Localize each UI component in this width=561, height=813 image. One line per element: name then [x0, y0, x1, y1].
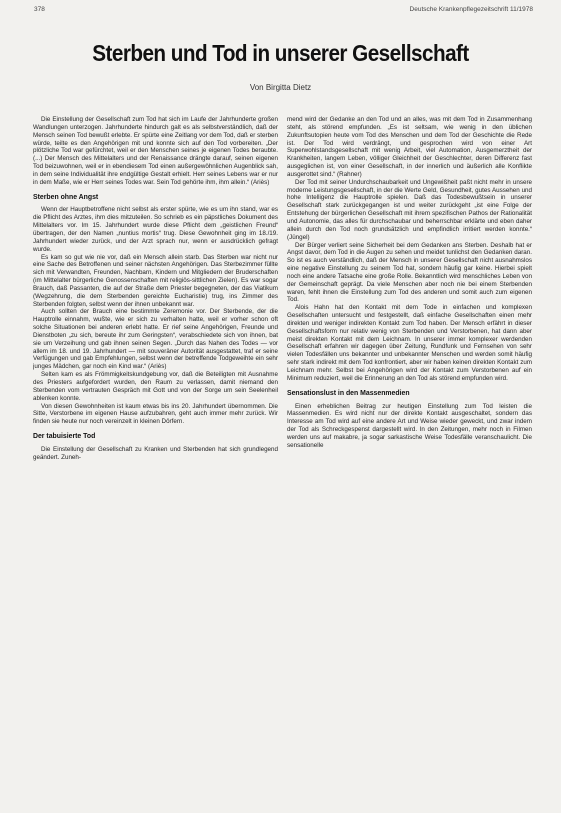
paragraph: Von diesen Gewohnheiten ist kaum etwas bis ins 20. Jahrhundert übernommen. Die Sitte, Verstorbene im eigenen Hause aufzubahren, geht auch immer mehr zurück. Wir finden sie heute nur noch vereinzelt in kleinen Dörfern. [33, 402, 278, 426]
article-title: Sterben und Tod in unserer Gesellschaft [92, 40, 469, 66]
paragraph: Alois Hahn hat den Kontakt mit dem Tode in einfachen und komplexen Gesellschaften untersucht und festgestellt, daß einfache Gesellschaften einen mehr direkten und weniger indirekten Kontakt zum Tod haben. Der Mensch erfährt in dieser Gesellschaftsform nur relativ wenig von Sterbenden und Verstorbenen, hat dann aber meist direkten Kontakt mit dem Leichnam. In unserer immer komplexer werdenden Gesellschaft erfahren wir dagegen über Zeitung, Rundfunk und Fernsehen von sehr vielen Todesfällen uns bekannter und unbekannter Menschen und werden somit häufig sehr stark indirekt mit dem Tod konfrontiert, aber wir haben keinen direkten Kontakt zum Leichnam mehr. Selbst bei Angehörigen wird der Kontakt zum Verstorbenen auf ein Minimum reduziert, weil die Erinnerung an den Tod als störend empfunden wird. [287, 304, 532, 382]
page-number: 378 [34, 6, 45, 13]
paragraph: mend wird der Gedanke an den Tod und an alles, was mit dem Tod in Zusammenhang steht, als störend empfunden. „Es ist seltsam, wie wenig in den üblichen Zukunftsutopien heute vom Tod des Menschen und dem Tod der Geschichte die Rede ist. Der Tod wird verdrängt, und gesprochen wird von einer Art Superwohlstandsgesellschaft mit wenig Arbeit, viel Automation, Ausgemerztheit der Krankheiten, langem Leben, völliger Gleichheit der Geschlechter, deren Differenz fast ausgeglichen ist, von einer Gesellschaft, in der innerlich und äußerlich alle Konflikte ausgerottet sind.“ (Rahner) [287, 116, 532, 178]
section-heading: Sterben ohne Angst [33, 193, 99, 201]
left-column [33, 116, 278, 806]
paragraph: Auch sollten der Brauch eine bestimmte Zeremonie vor. Der Sterbende, der die Hauptrolle einnahm, wußte, wie er sich zu verhalten hatte, weil er vorher schon oft solche Situationen bei anderen erlebt hatte. Er rief seine Angehörigen, Freunde und Dienstboten „zu sich, bereute ihr zum Geringsten“, verabschiedete sich von ihnen, bat sie um Verzeihung und gab ihnen seinen Segen. „Durch das Nahen des Todes — vor allem im 18. und 19. Jahrhundert — mit souveräner Autorität ausgestattet, traf er seine Verfügungen und gab Empfehlungen, selbst wenn der betreffende Todgeweihte ein sehr junges Mädchen, gar noch ein Kind war.“ (Ariès) [33, 308, 278, 371]
paragraph: Die Einstellung der Gesellschaft zu Kranken und Sterbenden hat sich grundlegend geändert. Zuneh- [33, 445, 278, 461]
page-header [34, 6, 533, 18]
article-author: Von Birgitta Dietz [249, 83, 312, 92]
paragraph: Es kam so gut wie nie vor, daß ein Mensch allein starb. Das Sterben war nicht nur eine Sache des Betroffenen und seiner nächsten Angehörigen. Das Sterbezimmer füllte sich mit Verwandten, Freunden, Nachbarn, Kindern und Mitgliedern der Bruderschaften (im Mittelalter bürgerliche Genossenschaften mit religiös-sittlichen Zielen). Es war sogar Brauch, daß Passanten, die auf der Straße dem Priester begegneten, der das Viatikum (Wegzehrung, die dem Sterbenden gereichte Eucharistie) trug, ins Zimmer des Sterbenden folgten, selbst wenn der ihnen unbekannt war. [33, 253, 278, 308]
journal-name: Deutsche Krankenpflegezeitschrift 11/1978 [409, 6, 533, 13]
section-heading: Der tabuisierte Tod [33, 433, 96, 441]
paragraph: Der Tod mit seiner Undurchschaubarkeit und Ungewißheit paßt nicht mehr in unsere moderne Leistungsgesellschaft, in der die Werte Geld, Gesundheit, gutes Aussehen und hohe Intelligenz die Hauptrolle spielen. Daß das Todesbewußtsein in unserer Gesellschaft stark zurückgegangen ist und weiter zurückgeht „ist eine Folge der Entstehung der bürgerlichen Gesellschaft mit ihrem spezifischen Pathos der Rationalität und Autonomie, das alles für durchschaubar und beherrschbar erklärte und eben daher allein durch den Tod noch grundsätzlich und empfindlich irritiert werden konnte.“ (Jüngel) [287, 178, 532, 241]
paragraph: Selten kam es als Frömmigkeitskundgebung vor, daß die Beteiligten mit Ausnahme des Priesters aufgefordert wurden, den Raum zu verlassen, damit niemand den Sterbenden vom vertrauten Gespräch mit Gott und von der Sorge um sein Seelenheil ablenken konnte. [33, 371, 278, 402]
paragraph: Der Bürger verliert seine Sicherheit bei dem Gedanken ans Sterben. Deshalb hat er Angst davor, dem Tod in die Augen zu sehen und meidet tunlichst den Gedanken daran. So ist es auch verständlich, daß der Mensch in unserer Gesellschaft nicht ausnahmslos eine negative Einstellung zu seinem Tod hat, sondern häufig gar keine. Hierbei spielt noch eine andere Tatsache eine große Rolle. Bekanntlich wird menschliches Leben von der Gemeinschaft geprägt. Da viele Menschen aber noch nie bei einem Sterbenden waren, fehlt ihnen die Einstellung zum Tod des anderen und somit auch zum eigenen Tod. [287, 241, 532, 304]
paragraph: Wenn der Hauptbetroffene nicht selbst als erster spürte, wie es um ihn stand, war es die Pflicht des Arztes, ihm dies mitzuteilen. So schrieb es ein päpstliches Dokument des Mittelalters vor. Im 15. Jahrhundert wurde diese Pflicht dem „geistlichen Freund“ übertragen, der den Namen „nuntius mortis“ trug. Diese Gewohnheit ging im 18./19. Jahrhundert wieder zurück, und der Arzt sprach nur, wenn er ausdrücklich gefragt wurde. [33, 206, 278, 253]
paragraph: Die Einstellung der Gesellschaft zum Tod hat sich im Laufe der Jahrhunderte großen Wandlungen unterzogen. Jahrhunderte hindurch galt es als selbstverständlich, daß der Mensch seinen Tod bewußt erlebte. Er spürte eine Zeitlang vor dem Tod, daß er sterben würde, teilte es den Angehörigen mit und konnte sich auf den Tod vorbereiten. „Der plötzliche Tod war gefürchtet, weil er den Menschen seines je eigenen Todes beraubte. (...) Der Mensch des Mittelalters und der Renaissance drängte darauf, seinen eigenen Tod beizuwohnen, weil er in ebendiesem Tod einen außergewöhnlichen Augenblick sah, in dem seine Individualität ihre endgültige Gestalt erhielt. Herr seines Lebens war er nur in dem Maße, wie er Herr seines Todes war. Sein Tod gehörte ihm, ihm allein.“ (Ariès) [33, 116, 278, 186]
paragraph: Einen erheblichen Beitrag zur heutigen Einstellung zum Tod leisten die Massenmedien. Es wird nicht nur der direkte Kontakt ausgeschaltet, sondern das Interesse am Tod wird auf eine andere Art und Weise wieder geweckt, und zwar indem der Tod als Schreckgespenst dargestellt wird. In den Zeitungen, mehr noch in Filmen werden uns auf makabre, ja sogar sarkastische Weise Todesfälle veranschaulicht. Die sensationelle [287, 402, 532, 449]
right-column [287, 116, 532, 806]
section-heading: Sensationslust in den Massenmedien [287, 389, 410, 397]
